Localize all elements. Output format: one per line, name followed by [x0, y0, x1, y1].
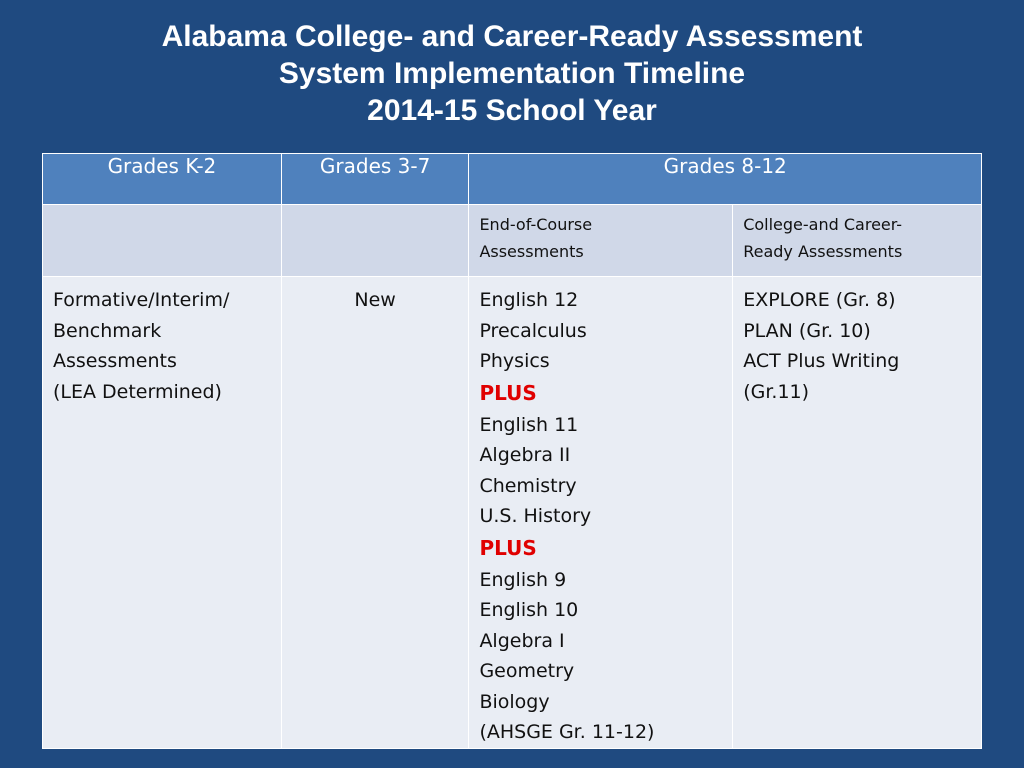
eoc-item: English 11	[479, 413, 579, 436]
subheader-ccr-line: Ready Assessments	[743, 242, 903, 261]
subheader-eoc-line: End-of-Course	[479, 215, 593, 234]
title-line-1: Alabama College- and Career-Ready Assessment	[161, 20, 863, 53]
cell-k2-assessments	[43, 277, 282, 749]
slide-title	[0, 18, 1024, 129]
eoc-item: Precalculus	[479, 319, 587, 342]
header-grades-3-7: Grades 3-7	[281, 154, 469, 205]
plus-label: PLUS	[479, 380, 537, 405]
eoc-item: English 12	[479, 289, 579, 311]
eoc-item: Geometry	[479, 660, 575, 682]
subheader-row	[43, 205, 982, 277]
eoc-item: Chemistry	[479, 474, 577, 497]
title-line-2: System Implementation Timeline	[278, 57, 746, 90]
cell-3-7-assessments	[281, 277, 469, 749]
subheader-empty-k2	[43, 205, 282, 277]
subheader-eoc-line: Assessments	[479, 242, 584, 261]
eoc-item: Physics	[479, 350, 550, 372]
assessment-row	[43, 277, 982, 749]
k2-line: Assessments	[53, 350, 177, 372]
cell-eoc-assessments	[469, 277, 733, 749]
k2-line: (LEA Determined)	[53, 380, 222, 403]
eoc-item: English 10	[479, 599, 579, 621]
timeline-table	[42, 153, 982, 749]
header-grades-8-12: Grades 8-12	[469, 154, 982, 205]
k2-line: Benchmark	[53, 319, 162, 342]
ccr-item: PLAN (Gr. 10)	[743, 319, 871, 342]
k2-line: Formative/Interim/	[53, 289, 230, 311]
header-grades-k2: Grades K-2	[43, 154, 282, 205]
eoc-item: Algebra I	[479, 629, 565, 652]
subheader-empty-3-7	[281, 205, 469, 277]
plus-label: PLUS	[479, 535, 537, 560]
grades-3-7-value: New	[354, 289, 396, 311]
header-row	[43, 154, 982, 205]
eoc-item: (AHSGE Gr. 11-12)	[479, 721, 655, 743]
eoc-item: U.S. History	[479, 505, 592, 527]
ccr-item: EXPLORE (Gr. 8)	[743, 289, 896, 311]
subheader-eoc	[469, 205, 733, 277]
ccr-item: ACT Plus Writing	[743, 350, 900, 372]
eoc-item: Biology	[479, 690, 550, 713]
title-line-3: 2014-15 School Year	[367, 94, 657, 127]
eoc-item: English 9	[479, 568, 567, 591]
eoc-item: Algebra II	[479, 444, 571, 466]
ccr-item: (Gr.11)	[743, 380, 810, 403]
subheader-ccr	[733, 205, 982, 277]
cell-ccr-assessments	[733, 277, 982, 749]
subheader-ccr-line: College-and Career-	[743, 215, 903, 234]
